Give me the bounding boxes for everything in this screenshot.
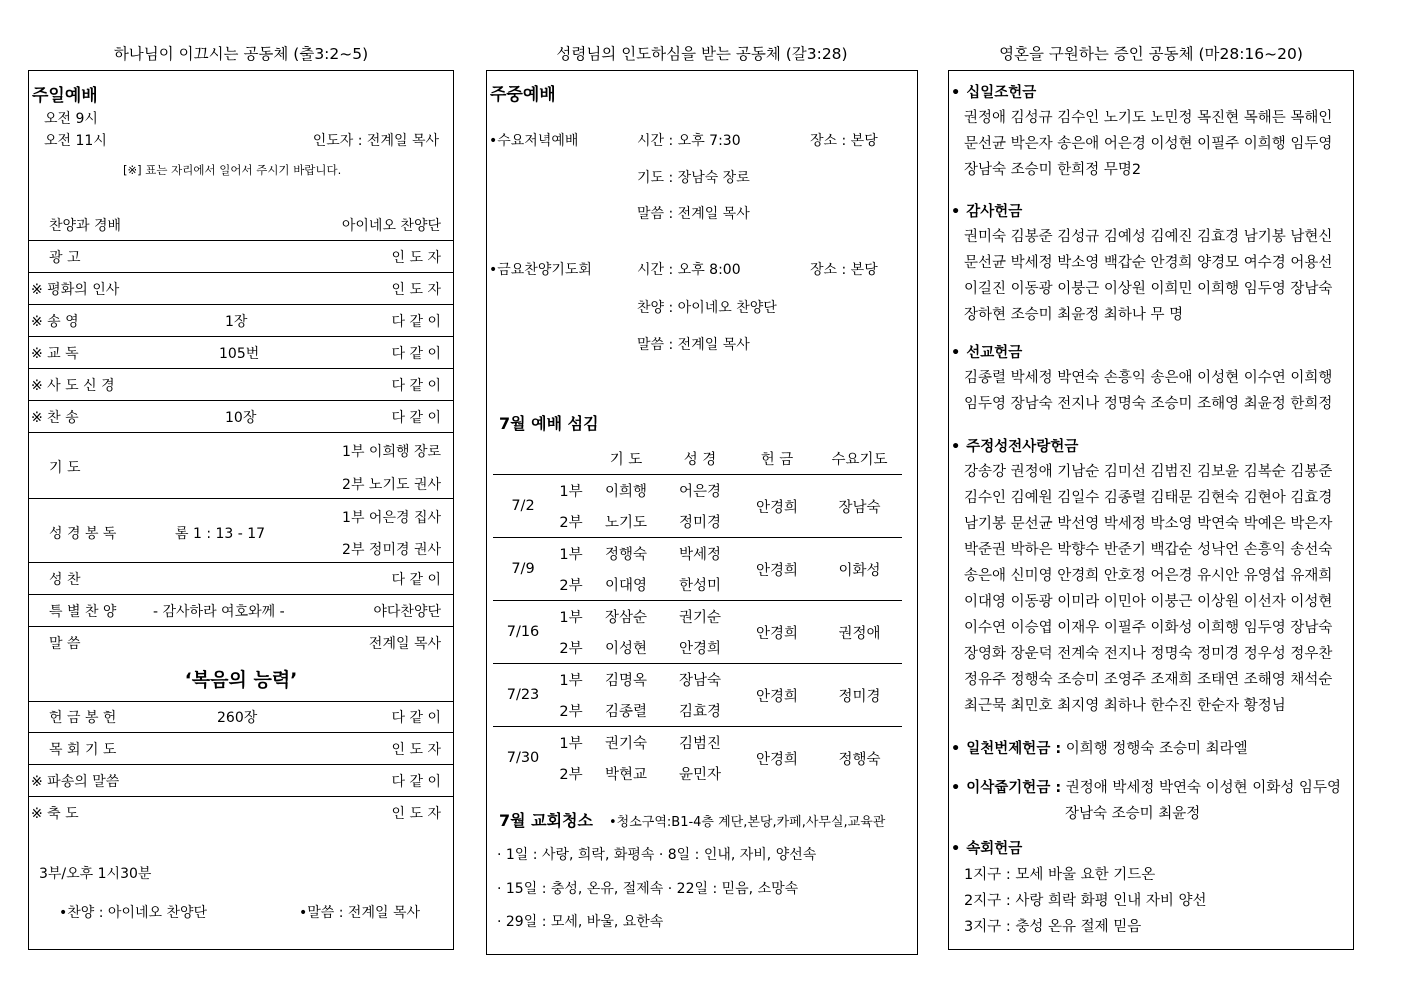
fri-praise: 찬양 : 아이네오 찬양단 — [637, 300, 777, 316]
middle-header: 성령님의 인도하심을 받는 공동체 (갈3:28) — [556, 45, 848, 63]
order-by: 다 같 이 — [391, 378, 441, 394]
cleaning-line-3: · 29일 : 모세, 바울, 요한속 — [497, 914, 664, 930]
order-row — [29, 563, 453, 595]
order-item: ※ 교 독 — [31, 346, 79, 362]
order-row — [29, 369, 453, 401]
temple-love-section — [951, 435, 1351, 719]
name-line: 이길진 이동광 이붕근 이상원 이희민 이희행 임두영 장남숙 — [964, 281, 1333, 297]
order-by: 전계일 목사 — [368, 636, 441, 652]
district-3: 3지구 : 충성 온유 절제 믿음 — [964, 919, 1142, 935]
bible-cell: 정미경 — [678, 515, 722, 531]
fri-sermon: 말씀 : 전계일 목사 — [637, 337, 750, 353]
cleaning-line-1: · 1일 : 사랑, 희락, 화평속 · 8일 : 인내, 자비, 양선속 — [497, 847, 817, 863]
right-header: 영혼을 구원하는 증인 공동체 (마28:16~20) — [999, 45, 1303, 63]
order-by: 다 같 이 — [391, 774, 441, 790]
order-row — [29, 305, 453, 337]
midweek-title: 주중예배 — [490, 85, 556, 105]
cleaning-area: •청소구역:B1-4층 계단,본당,카페,사무실,교육관 — [609, 815, 886, 830]
order-row — [29, 733, 453, 765]
header-wed-prayer: 수요기도 — [831, 452, 888, 468]
special-song: - 감사하라 여호와께 - — [153, 604, 285, 620]
section-title: • 주정성전사랑헌금 — [951, 435, 1351, 456]
section-title: • 감사헌금 — [951, 200, 1351, 221]
bible-cell: 김효경 — [678, 704, 722, 720]
sunday-time-1: 오전 9시 — [44, 111, 98, 127]
sunday-title: 주일예배 — [32, 86, 98, 106]
table-row — [493, 538, 902, 570]
name-line: 박준권 박하은 박향수 반준기 백갑순 성낙언 손흥익 송선숙 — [964, 542, 1333, 558]
order-row — [29, 337, 453, 369]
district-2: 2지구 : 사랑 희락 화평 인내 자비 양선 — [964, 893, 1207, 909]
thanks-section — [951, 200, 1351, 328]
wed-prayer: 기도 : 장남숙 장로 — [637, 170, 750, 186]
order-ref: 105번 — [219, 346, 260, 362]
table-header-row — [493, 443, 902, 475]
prayer-cell: 정행숙 — [589, 538, 663, 570]
sermon-title: ‘복음의 능력’ — [184, 669, 298, 691]
bible-cell: 김범진 — [663, 727, 737, 759]
section-title: • 십일조헌금 — [951, 81, 1351, 102]
order-item: 성 찬 — [49, 572, 81, 588]
order-item: 특 별 찬 양 — [49, 604, 117, 620]
fri-label: •금요찬양기도회 — [489, 262, 592, 278]
bible-cell: 안경희 — [678, 641, 722, 657]
thousand-label: • 일천번제헌금 : — [951, 741, 1061, 757]
header-offering: 헌 금 — [760, 452, 794, 468]
order-item: ※ 파송의 말씀 — [31, 774, 120, 790]
order-row — [29, 401, 453, 433]
district-1: 1지구 : 모세 바울 요한 기드온 — [964, 867, 1156, 883]
district-title: • 속회헌금 — [951, 837, 1022, 858]
order-by: 인 도 자 — [391, 806, 441, 822]
cleaning-title: 7월 교회청소 — [499, 811, 593, 830]
thousand-offering — [951, 737, 1248, 758]
sunday-leader: 인도자 : 전계일 목사 — [312, 133, 439, 149]
date-cell: 7/23 — [493, 664, 553, 727]
reading-label: 성 경 봉 독 — [49, 526, 117, 542]
header-bible: 성 경 — [683, 452, 717, 468]
name-line: 이수연 이승엽 이재우 이필주 이화성 이희행 임두영 장남숙 — [964, 620, 1333, 636]
order-item: ※ 송 영 — [31, 314, 79, 330]
part-cell: 2부 — [559, 578, 583, 594]
relief-label: • 이삭줍기헌금 : — [951, 780, 1061, 796]
prayer-cell: 노기도 — [604, 515, 648, 531]
wed-time: 시간 : 오후 7:30 — [637, 133, 741, 149]
name-line: 강송강 권정애 기남순 김미선 김범진 김보윤 김복순 김봉준 — [964, 464, 1333, 480]
bible-cell: 권기순 — [663, 601, 737, 633]
order-item: ※ 평화의 인사 — [31, 282, 120, 298]
prayer-cell: 이성현 — [604, 641, 648, 657]
offerings-panel — [948, 70, 1354, 950]
prayer-cell: 장삼순 — [589, 601, 663, 633]
date-cell: 7/9 — [493, 538, 553, 601]
order-by: 다 같 이 — [391, 710, 441, 726]
prayer-cell: 김명옥 — [589, 664, 663, 696]
july-service-title: 7월 예배 섬김 — [499, 414, 599, 433]
reading-2: 2부 정미경 권사 — [342, 542, 441, 558]
name-line: 남기봉 문선균 박선영 박세정 박소영 박연숙 박예은 박은자 — [964, 516, 1333, 532]
left-header: 하나님이 이끄시는 공동체 (출3:2~5) — [113, 45, 369, 63]
part-cell: 2부 — [559, 767, 583, 783]
order-row — [29, 595, 453, 627]
prayer-cell: 이대영 — [604, 578, 648, 594]
prayer-cell: 박현교 — [604, 767, 648, 783]
offering-cell: 안경희 — [737, 538, 817, 601]
sunday-service-panel — [28, 70, 454, 950]
third-praise: •찬양 : 아이네오 찬양단 — [59, 905, 208, 921]
wed-cell: 정미경 — [817, 664, 902, 727]
cleaning-line-2: · 15일 : 충성, 온유, 절제속 · 22일 : 믿음, 소망속 — [497, 881, 799, 897]
order-ref: 1장 — [225, 314, 248, 330]
order-by: 인 도 자 — [391, 282, 441, 298]
name-line: 문선균 박세정 박소영 백갑순 안경희 양경모 여수경 어용선 — [964, 255, 1333, 271]
prayer-row — [29, 433, 453, 499]
praise-row — [29, 209, 453, 241]
order-by: 다 같 이 — [391, 314, 441, 330]
third-sermon: •말씀 : 전계일 목사 — [299, 905, 420, 921]
prayer-1: 1부 이희행 장로 — [342, 444, 441, 460]
wed-label: •수요저녁예배 — [489, 133, 579, 149]
order-by: 다 같 이 — [391, 572, 441, 588]
relief-offering — [951, 776, 1341, 797]
table-row — [493, 727, 902, 759]
part-cell: 1부 — [553, 664, 589, 696]
table-row — [493, 601, 902, 633]
order-row — [29, 765, 453, 797]
name-line: 송은애 신미영 안경희 안호정 어은경 유시안 유영섭 유재희 — [964, 568, 1333, 584]
order-row — [29, 701, 453, 733]
praise-by: 아이네오 찬양단 — [341, 218, 441, 234]
order-item: 광 고 — [49, 250, 81, 266]
name-line: 문선균 박은자 송은애 어은경 이성현 이필주 이희행 임두영 — [964, 136, 1333, 152]
relief-names-2: 장남숙 조승미 최윤정 — [1065, 806, 1201, 822]
thousand-names: 이희행 정행숙 조승미 최라엘 — [1065, 741, 1248, 757]
order-row — [29, 241, 453, 273]
offering-cell: 안경희 — [737, 727, 817, 790]
third-service-time: 3부/오후 1시30분 — [39, 866, 152, 882]
name-line: 권미숙 김봉준 김성규 김예성 김예진 김효경 남기봉 남현신 — [964, 229, 1333, 245]
date-cell: 7/2 — [493, 475, 553, 538]
name-line: 장하현 조승미 최윤정 최하나 무 명 — [964, 307, 1184, 323]
prayer-cell: 김종렬 — [604, 704, 648, 720]
name-line: 임두영 장남숙 전지나 정명숙 조승미 조해영 최윤정 한희정 — [964, 396, 1333, 412]
header-prayer: 기 도 — [609, 452, 643, 468]
bible-cell: 윤민자 — [678, 767, 722, 783]
order-item: 말 씀 — [49, 636, 81, 652]
order-by: 인 도 자 — [391, 742, 441, 758]
offering-cell: 안경희 — [737, 664, 817, 727]
part-cell: 2부 — [559, 704, 583, 720]
part-cell: 2부 — [559, 515, 583, 531]
order-item: ※ 축 도 — [31, 806, 79, 822]
part-cell: 1부 — [553, 601, 589, 633]
part-cell: 2부 — [559, 641, 583, 657]
date-cell: 7/30 — [493, 727, 553, 790]
fri-place: 장소 : 본당 — [810, 262, 878, 278]
wed-cell: 이화성 — [817, 538, 902, 601]
part-cell: 1부 — [553, 727, 589, 759]
reading-row — [29, 499, 453, 563]
midweek-panel — [486, 70, 918, 955]
bible-cell: 박세정 — [663, 538, 737, 570]
part-cell: 1부 — [553, 475, 589, 507]
wed-place: 장소 : 본당 — [810, 133, 878, 149]
wed-cell: 정행숙 — [817, 727, 902, 790]
date-cell: 7/16 — [493, 601, 553, 664]
prayer-cell: 권기숙 — [589, 727, 663, 759]
tithe-section — [951, 81, 1351, 183]
standing-note: [※] 표는 자리에서 일어서 주시기 바랍니다. — [123, 163, 342, 177]
order-ref: 260장 — [217, 710, 258, 726]
wed-cell: 장남숙 — [817, 475, 902, 538]
july-service-table — [493, 443, 902, 789]
order-row — [29, 797, 453, 829]
praise-label: 찬양과 경배 — [49, 218, 122, 234]
name-line: 장남숙 조승미 한희정 무명2 — [964, 162, 1142, 178]
mission-section — [951, 341, 1351, 417]
name-line: 정유주 정행숙 조승미 조영주 조재희 조태연 조해영 채석순 — [964, 672, 1333, 688]
prayer-2: 2부 노기도 권사 — [342, 477, 441, 493]
sunday-time-2: 오전 11시 — [44, 133, 107, 149]
wed-sermon: 말씀 : 전계일 목사 — [637, 206, 750, 222]
reading-1: 1부 어은경 집사 — [342, 510, 441, 526]
name-line: 김종렬 박세정 박연숙 손흥익 송은애 이성현 이수연 이희행 — [964, 370, 1333, 386]
bible-cell: 어은경 — [663, 475, 737, 507]
prayer-cell: 이희행 — [589, 475, 663, 507]
table-row — [493, 475, 902, 507]
section-title: • 선교헌금 — [951, 341, 1351, 362]
fri-time: 시간 : 오후 8:00 — [637, 262, 741, 278]
order-item: 목 회 기 도 — [49, 742, 117, 758]
bible-cell: 장남숙 — [663, 664, 737, 696]
offering-cell: 안경희 — [737, 601, 817, 664]
order-by: 인 도 자 — [391, 250, 441, 266]
name-line: 김수인 김예원 김일수 김종렬 김태문 김현숙 김현아 김효경 — [964, 490, 1333, 506]
table-row — [493, 664, 902, 696]
order-row — [29, 273, 453, 305]
order-item: ※ 사 도 신 경 — [31, 378, 115, 394]
order-item: 헌 금 봉 헌 — [49, 710, 117, 726]
order-by: 야다찬양단 — [373, 604, 441, 620]
prayer-label: 기 도 — [49, 460, 81, 476]
order-item: ※ 찬 송 — [31, 410, 79, 426]
bible-cell: 한성미 — [678, 578, 722, 594]
offering-cell: 안경희 — [737, 475, 817, 538]
order-by: 다 같 이 — [391, 346, 441, 362]
part-cell: 1부 — [553, 538, 589, 570]
reading-ref: 롬 1 : 13 - 17 — [175, 526, 266, 542]
relief-names-1: 권정애 박세정 박연숙 이성현 이화성 임두영 — [1065, 780, 1341, 796]
name-line: 장영화 장운덕 전계숙 전지나 정명숙 정미경 정우성 정우찬 — [964, 646, 1333, 662]
name-line: 이대영 이동광 이미라 이민아 이붕근 이상원 이선자 이성현 — [964, 594, 1333, 610]
order-row — [29, 627, 453, 659]
wed-cell: 권정애 — [817, 601, 902, 664]
name-line: 최근묵 최민호 최지영 최하나 한수진 한순자 황정님 — [964, 698, 1286, 714]
name-line: 권정애 김성규 김수인 노기도 노민정 목진현 목해든 목해인 — [964, 110, 1333, 126]
order-by: 다 같 이 — [391, 410, 441, 426]
order-ref: 10장 — [225, 410, 257, 426]
